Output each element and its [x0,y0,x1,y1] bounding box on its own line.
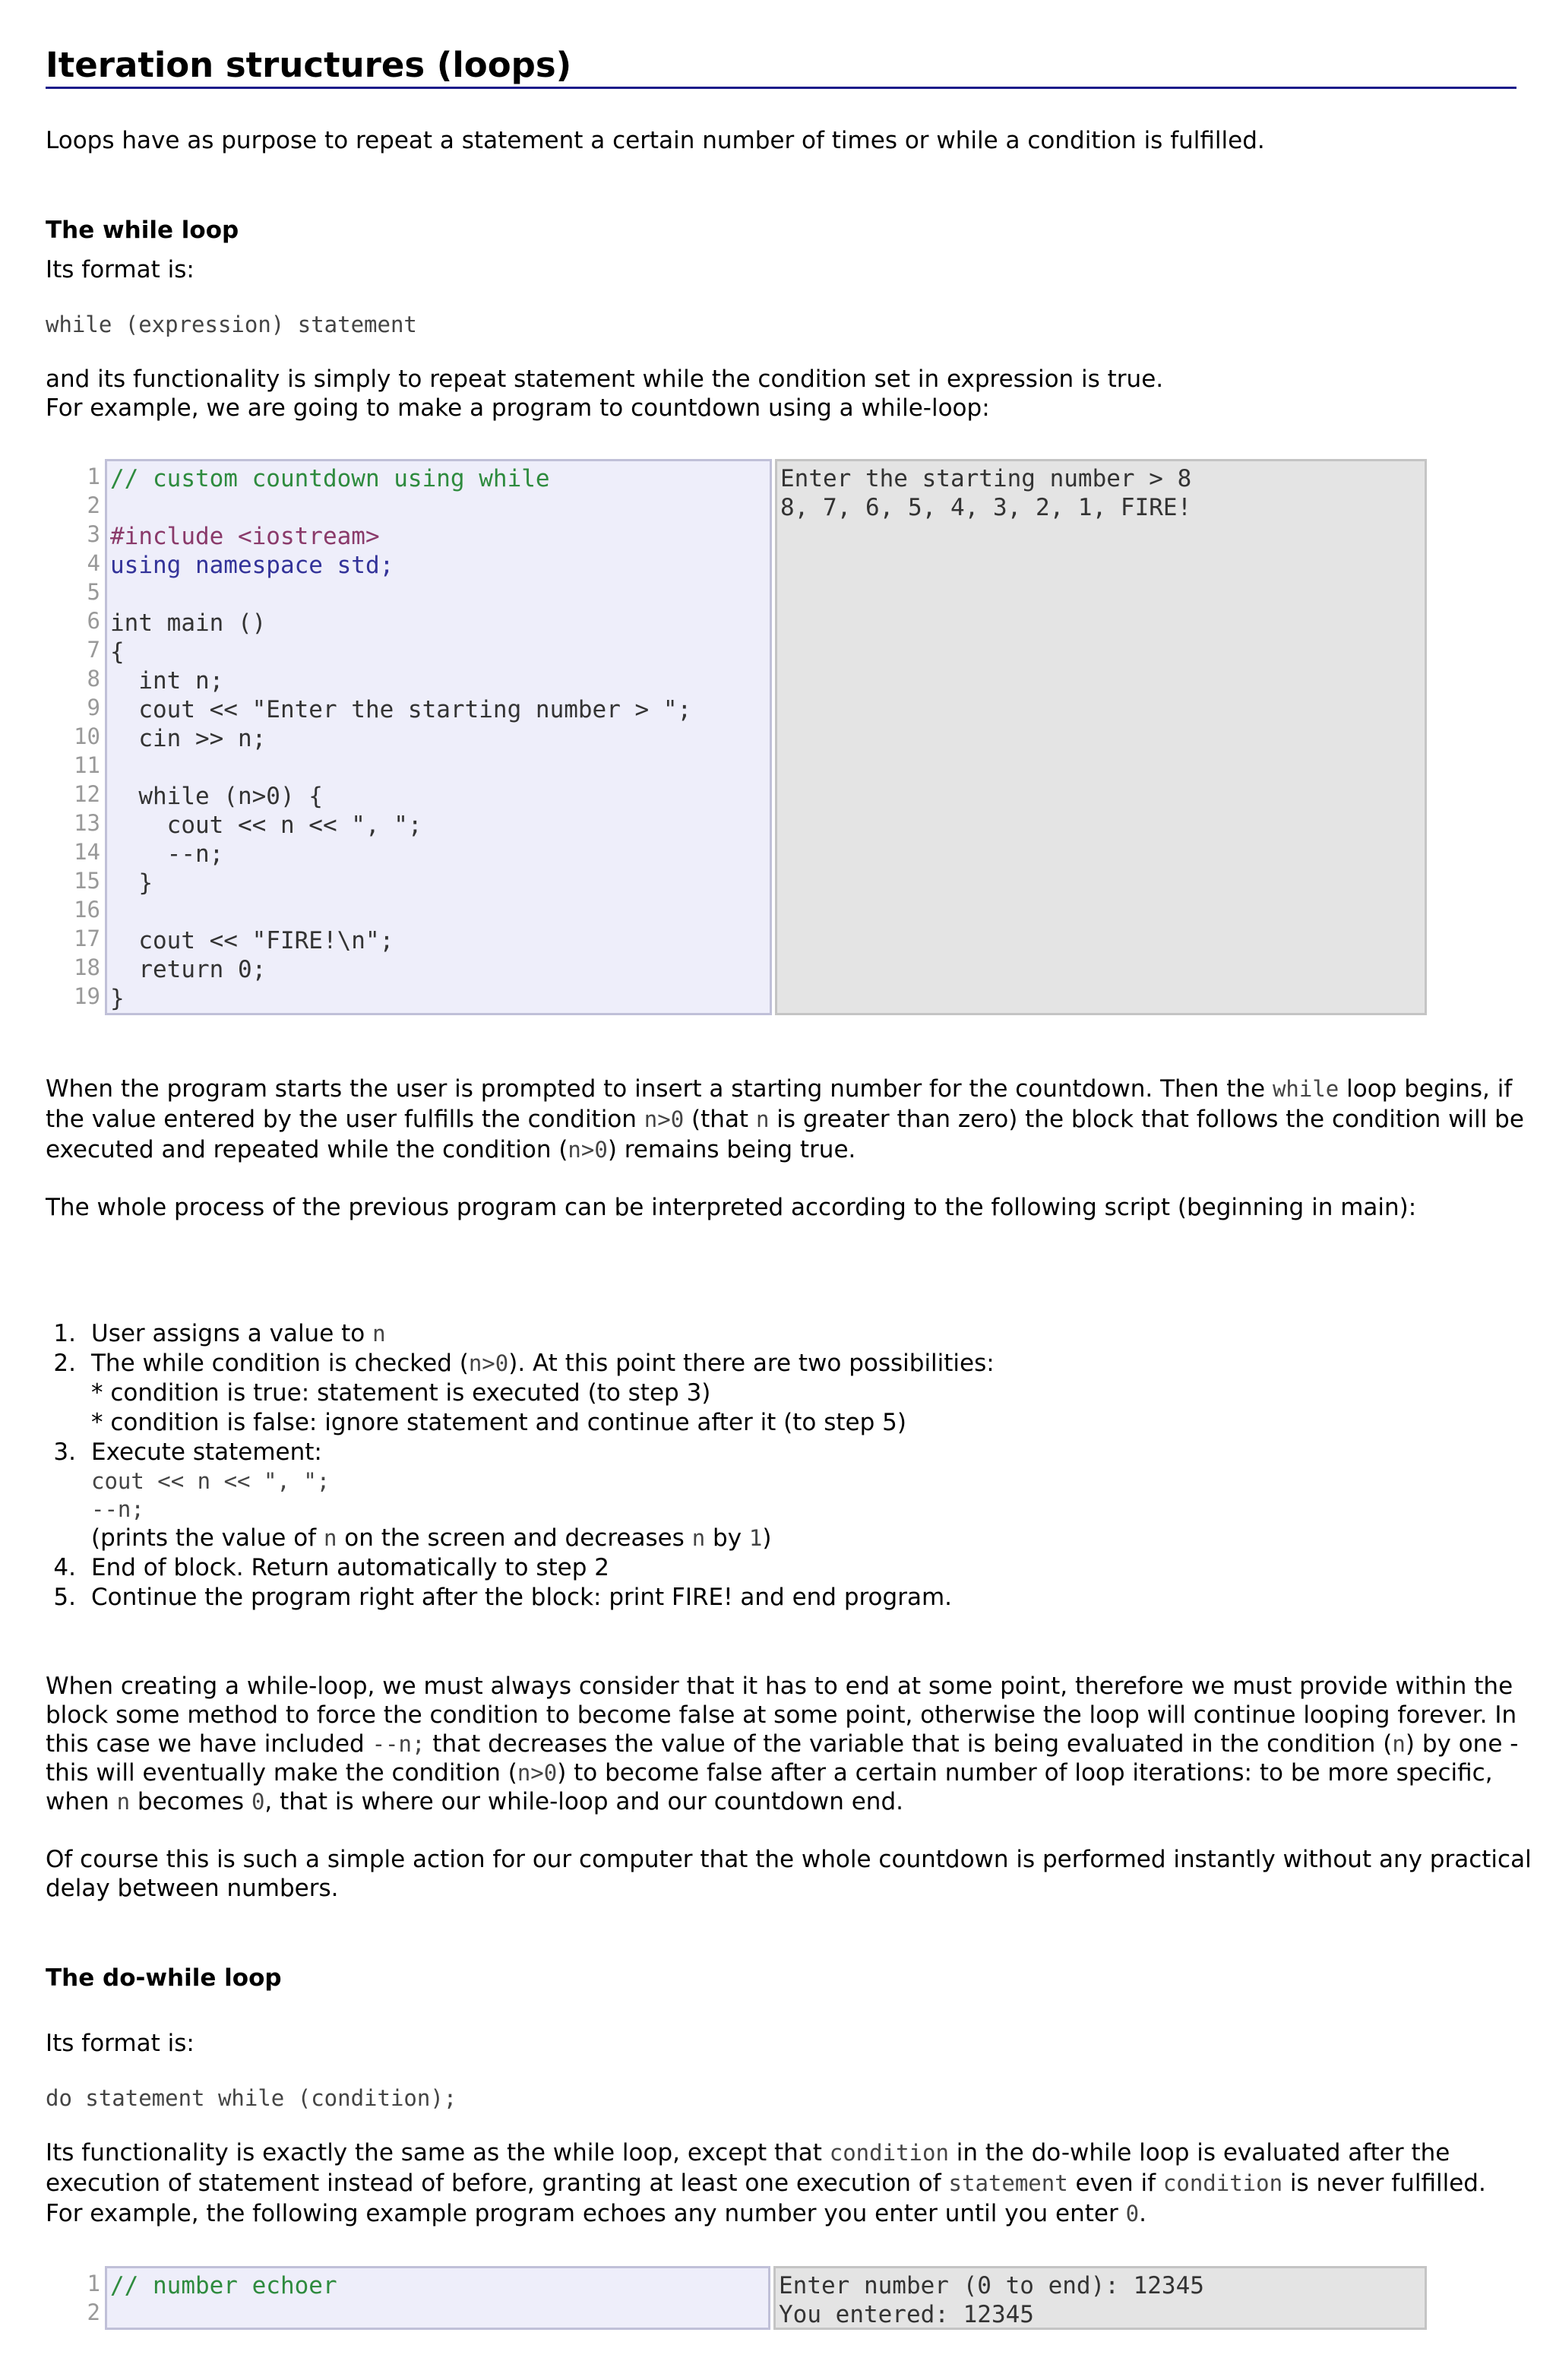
code-line: cout << n << ", "; [110,812,422,839]
para2-line3: this case we have included --n; that decreases the value of the variable that is being evaluated in the condition (n) by one - [46,1730,1519,1758]
output-line: Enter the starting number > 8 [780,465,1192,492]
code-line: } [110,869,153,897]
output-box [775,459,1427,1015]
while-desc-line1: and its functionality is simply to repeat statement while the condition set in expression is true. [46,366,1164,393]
dowhile-format-code: do statement while (condition); [46,2085,457,2111]
while-format-intro: Its format is: [46,256,194,283]
list-item: 4. End of block. Return automatically to step 2 [53,1554,609,1581]
code-line: int main () [110,609,267,637]
code-line: int n; [110,667,224,695]
code-line: while (n>0) { [110,783,323,810]
line-numbers: 1 2 3 4 5 6 7 8 9 10 11 12 13 14 15 16 17 18 19 [74,464,100,1009]
while-format-code: while (expression) statement [46,312,417,337]
dowhile-desc-line2: execution of statement instead of before, granting at least one execution of statement even if condition is never fulfilled. [46,2170,1486,2197]
while-heading: The while loop [46,217,239,244]
line-numbers-2: 1 2 [87,2271,100,2325]
output-line: Enter number (0 to end): 12345 [779,2272,1204,2299]
code-line: using namespace std; [110,552,394,579]
code-line: #include <iostream> [110,523,380,550]
code-line: return 0; [110,956,267,983]
intro-text: Loops have as purpose to repeat a statement a certain number of times or while a condition is fulfilled. [46,127,1265,154]
code-line [110,2300,337,2329]
para3-line2: delay between numbers. [46,1875,339,1902]
code-line [110,493,691,522]
para2-line5: when n becomes 0, that is where our while-loop and our countdown end. [46,1788,903,1815]
code-line: // number echoer [110,2272,337,2299]
para2-line4: this will eventually make the condition (n>0) to become false after a certain number of loop iterations: to be more specific, [46,1759,1493,1787]
output-box-2 [773,2266,1427,2330]
dowhile-format-intro: Its format is: [46,2030,194,2057]
while-desc-line2: For example, we are going to make a program to countdown using a while-loop: [46,394,990,422]
list-code-line: cout << n << ", "; [91,1468,330,1494]
code-line: cout << "Enter the starting number > "; [110,696,692,723]
dowhile-desc-line1: Its functionality is exactly the same as the while loop, except that condition in the do-while loop is evaluated after the [46,2139,1450,2166]
explain-line1: When the program starts the user is prompted to insert a starting number for the countdown. Then the while loop begins, if [46,1075,1513,1103]
code-listing [110,464,691,1013]
para2-line2: block some method to force the condition to become false at some point, otherwise the loop will continue looping forever. In [46,1701,1517,1729]
output-line: 8, 7, 6, 5, 4, 3, 2, 1, FIRE! [780,494,1192,521]
code-line: cin >> n; [110,725,267,752]
explain-line2: the value entered by the user fulfills the condition n>0 (that n is greater than zero) the block that follows the condition will be [46,1106,1524,1133]
list-item: 2. The while condition is checked (n>0). At this point there are two possibilities: [53,1350,995,1377]
dowhile-heading: The do-while loop [46,1964,282,1992]
dowhile-desc-line3: For example, the following example program echoes any number you enter until you enter 0. [46,2200,1146,2227]
list-item: 3. Execute statement: [53,1438,322,1466]
code-line: cout << "FIRE!\n"; [110,927,394,954]
list-code-line: --n; [91,1496,144,1522]
code-listing-2 [110,2271,337,2329]
code-line [110,897,691,926]
list-subitem: * condition is true: statement is executed (to step 3) [91,1379,711,1407]
code-line [110,580,691,609]
list-item: 1. User assigns a value to n [53,1320,386,1347]
output-listing [780,464,1191,522]
code-line: { [110,638,125,666]
page-title: Iteration structures (loops) [46,44,1516,89]
code-line [110,753,691,782]
steps-list [46,1319,1516,1613]
para3-line1: Of course this is such a simple action for our computer that the whole countdown is performed instantly without any practical [46,1846,1532,1873]
output-listing-2 [779,2271,1204,2329]
explain-line3: executed and repeated while the condition (n>0) remains being true. [46,1136,856,1163]
list-item: 5. Continue the program right after the block: print FIRE! and end program. [53,1584,952,1611]
code-line: } [110,985,125,1012]
list-subitem: * condition is false: ignore statement and continue after it (to step 5) [91,1409,906,1436]
code-line: // custom countdown using while [110,465,550,492]
list-subitem: (prints the value of n on the screen and decreases n by 1) [91,1524,772,1552]
output-line: You entered: 12345 [779,2301,1034,2328]
script-intro: The whole process of the previous program can be interpreted according to the following script (beginning in main): [46,1194,1417,1221]
para2-line1: When creating a while-loop, we must always consider that it has to end at some point, therefore we must provide within the [46,1673,1513,1700]
code-box [105,459,772,1015]
code-box-2 [105,2266,770,2330]
code-line: --n; [110,840,224,868]
